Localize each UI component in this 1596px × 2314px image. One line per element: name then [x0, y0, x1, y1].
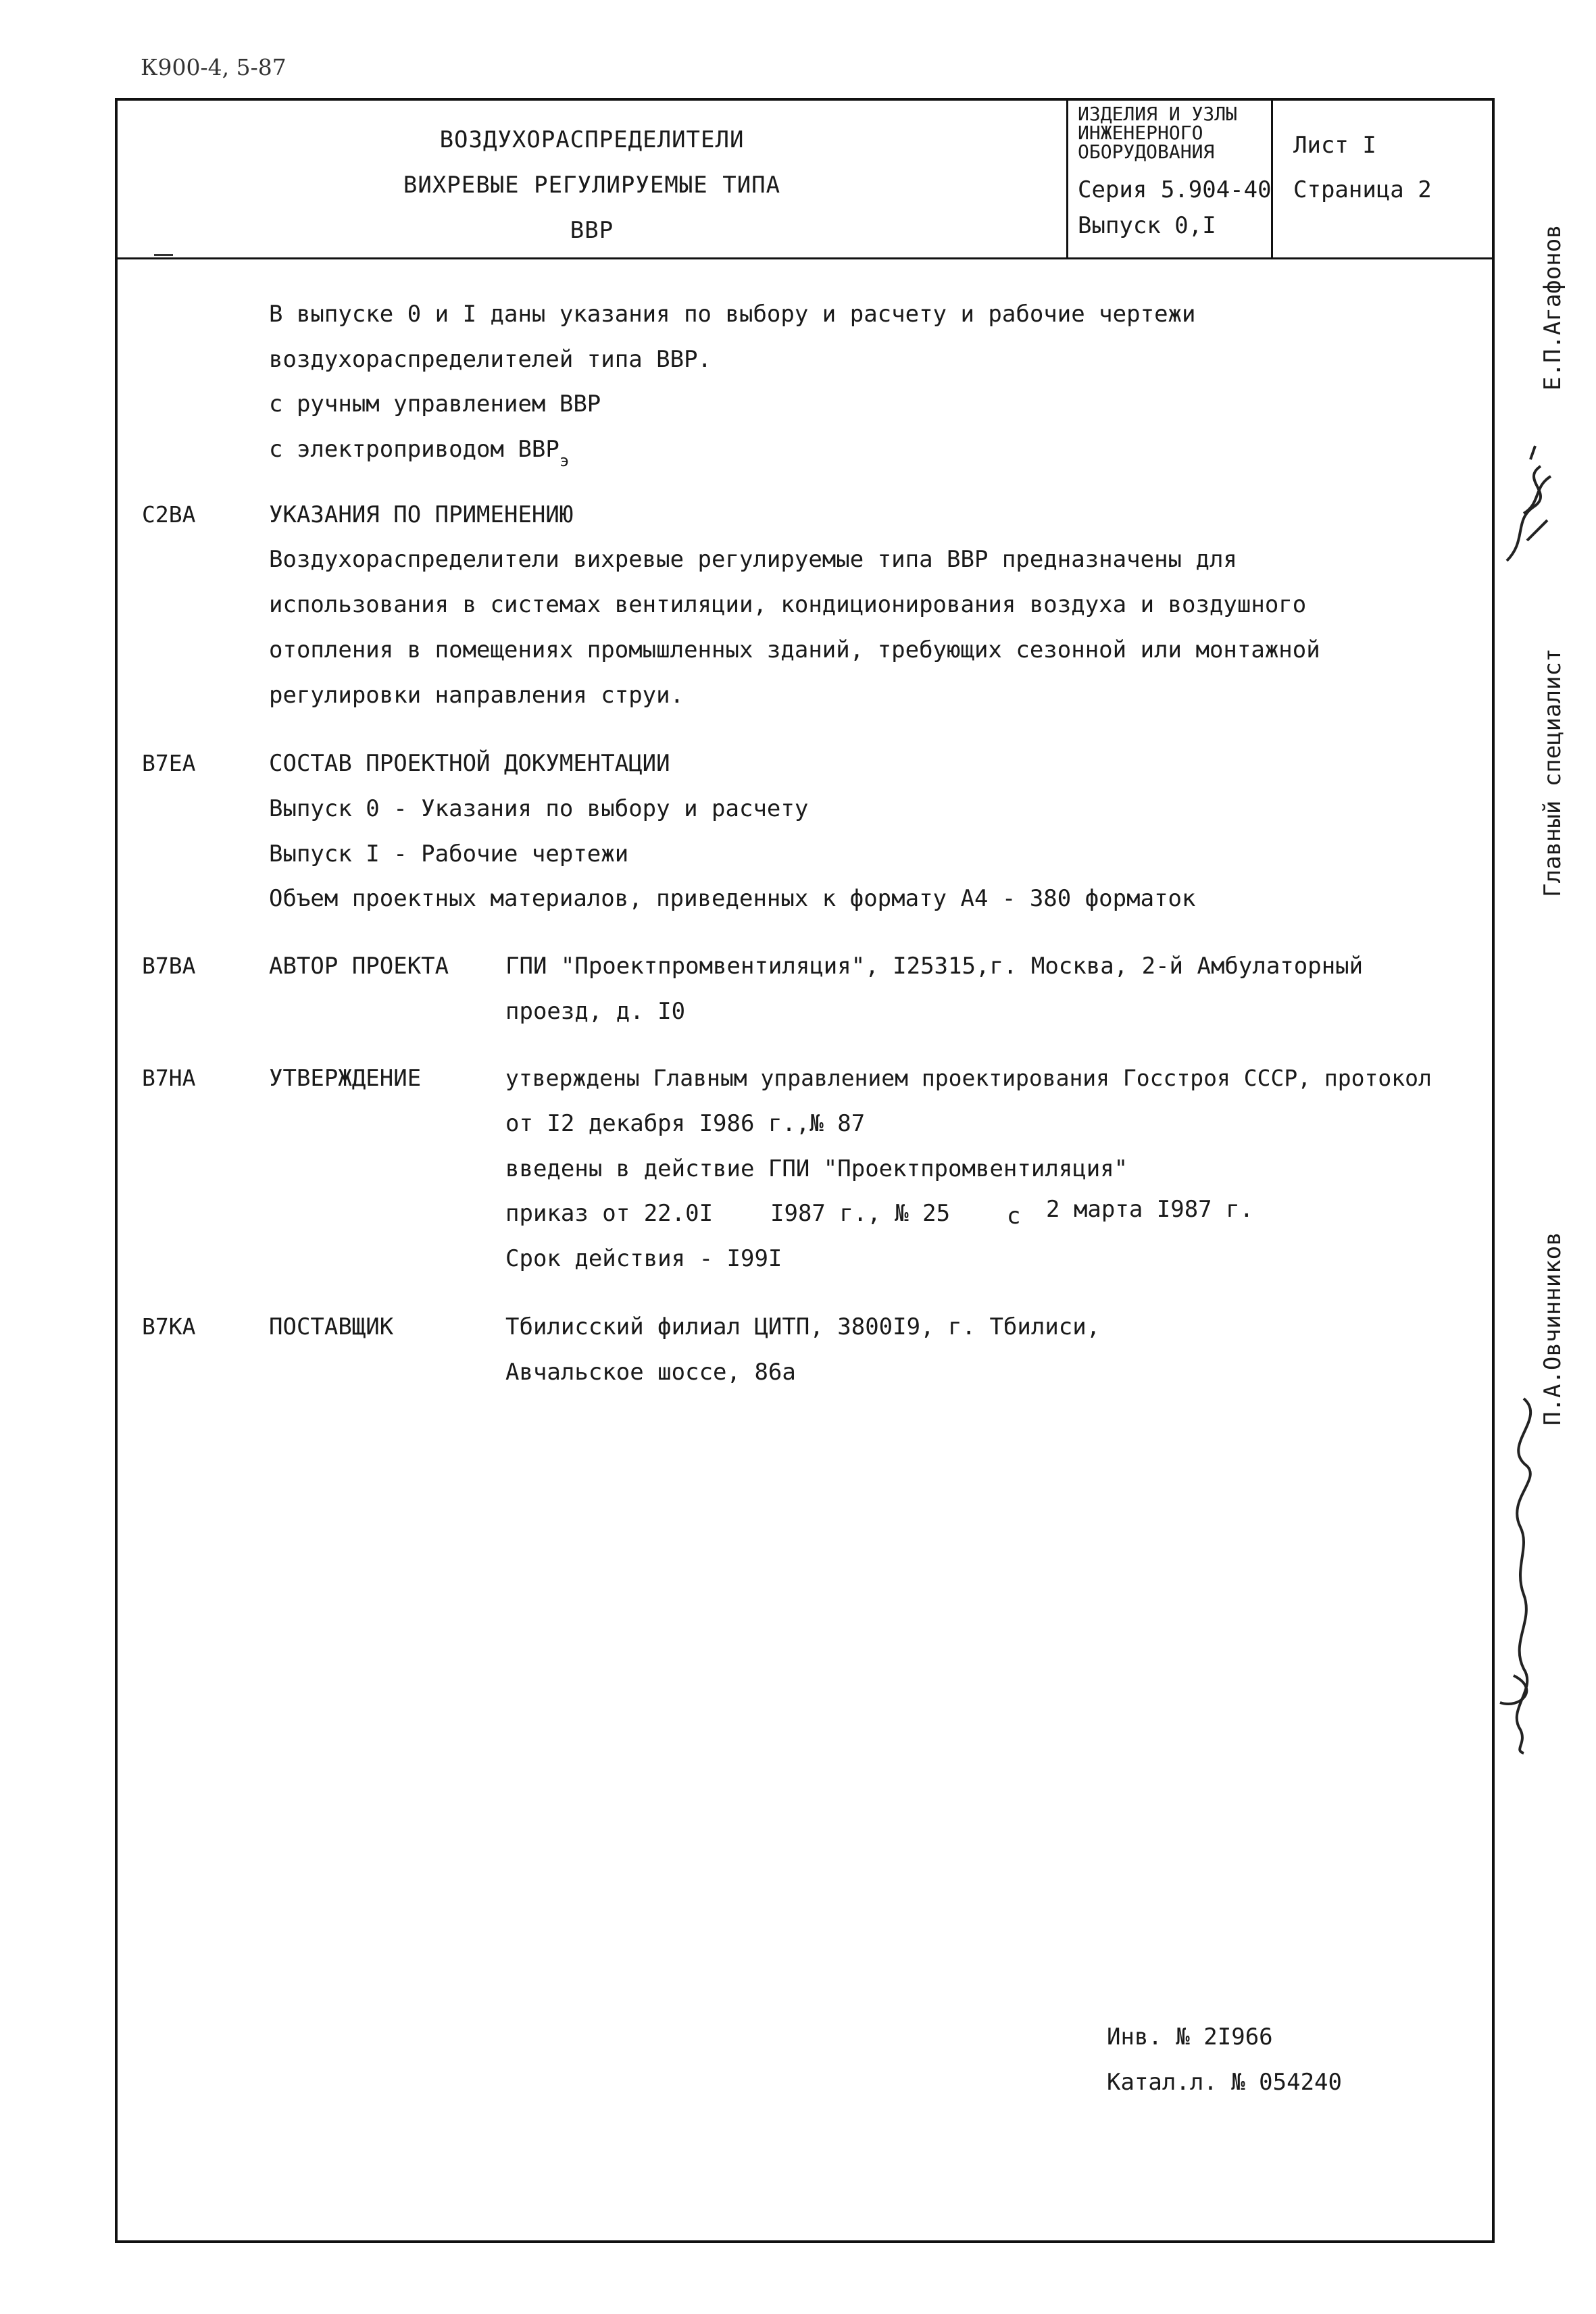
category-line-1: ИЗДЕЛИЯ И УЗЛЫ — [1078, 103, 1238, 125]
intro-line-4 — [269, 436, 570, 470]
application-line-1: Воздухораспределители вихревые регулируемые типа ВВР предназначены для — [269, 546, 1237, 573]
approval-line-1: утверждены Главным управлением проектирования Госстроя СССР, протокол — [505, 1065, 1432, 1091]
application-line-2: использования в системах вентиляции, кондиционирования воздуха и воздушного — [269, 591, 1307, 618]
composition-line-1: Выпуск 0 - Указания по выбору и расчету — [269, 795, 809, 822]
approval-validity: Срок действия - I99I — [505, 1245, 782, 1272]
label-approval: УТВЕРЖДЕНИЕ — [269, 1065, 422, 1092]
code-application: С2ВА — [142, 501, 196, 528]
issue-number: Выпуск 0,I — [1078, 212, 1216, 239]
category-line-3: ОБОРУДОВАНИЯ — [1078, 141, 1215, 163]
margin-name-1: Е.П.Агафонов — [1539, 224, 1566, 391]
margin-role: Главный специалист — [1539, 648, 1566, 897]
application-line-4: регулировки направления струи. — [269, 682, 684, 709]
intro-line-4-text: с электроприводом ВВР — [269, 436, 559, 463]
title-line-1: ВОЗДУХОРАСПРЕДЕЛИТЕЛИ — [439, 126, 745, 153]
category-line-2: ИНЖЕНЕРНОГО — [1078, 122, 1203, 144]
sheet-number: Лист I — [1293, 132, 1376, 159]
catalog-number: Катал.л. № 054240 — [1107, 2069, 1342, 2096]
signature-2-icon — [1473, 1392, 1574, 1757]
supplier-line-1: Тбилисский филиал ЦИТП, 3800I9, г. Тбилиси, — [505, 1313, 1101, 1340]
document-code: К900-4, 5-87 — [141, 54, 286, 80]
code-approval: В7НА — [142, 1065, 196, 1091]
title-line-3: ВВР — [570, 217, 614, 244]
series-number: Серия 5.904-40 — [1078, 176, 1272, 203]
heading-application: УКАЗАНИЯ ПО ПРИМЕНЕНИЮ — [269, 501, 574, 528]
title-line-2: ВИХРЕВЫЕ РЕГУЛИРУЕМЫЕ ТИПА — [403, 172, 781, 199]
label-supplier: ПОСТАВЩИК — [269, 1313, 394, 1340]
intro-line-1: В выпуске 0 и I даны указания по выбору и расчету и рабочие чертежи — [269, 301, 1196, 328]
inventory-number: Инв. № 2I966 — [1107, 2023, 1273, 2051]
code-composition: В7ЕА — [142, 750, 196, 776]
label-author: АВТОР ПРОЕКТА — [269, 953, 449, 980]
series-cell — [1068, 101, 1273, 257]
intro-line-2: воздухораспределителей типа ВВР. — [269, 346, 712, 373]
title-block — [118, 101, 1492, 259]
author-line-1: ГПИ "Проектпромвентиляция", I25315,г. Москва, 2-й Амбулаторный — [505, 953, 1364, 980]
approval-line-2: от I2 декабря I986 г.,№ 87 — [505, 1110, 866, 1137]
page-number: Страница 2 — [1293, 176, 1432, 203]
approval-date: 2 марта I987 г. — [1046, 1196, 1254, 1223]
signature-1-icon — [1487, 439, 1568, 574]
approval-from: с — [1007, 1203, 1021, 1230]
code-supplier: В7КА — [142, 1313, 196, 1340]
intro-line-3: с ручным управлением ВВР — [269, 391, 601, 418]
tick-mark — [154, 254, 173, 256]
author-line-2: проезд, д. I0 — [505, 998, 686, 1025]
approval-order: приказ от 22.0I — [505, 1200, 714, 1227]
code-author: В7ВА — [142, 953, 196, 979]
margin-name-2: П.А.Овчинников — [1539, 1232, 1566, 1426]
intro-line-4-subscript: э — [559, 451, 570, 470]
approval-line-3: введены в действие ГПИ "Проектпромвентиляция" — [505, 1155, 1128, 1182]
heading-composition: СОСТАВ ПРОЕКТНОЙ ДОКУМЕНТАЦИИ — [269, 750, 670, 777]
composition-line-2: Выпуск I - Рабочие чертежи — [269, 840, 629, 867]
application-line-3: отопления в помещениях промышленных зданий, требующих сезонной или монтажной — [269, 636, 1320, 663]
sheet-cell — [1273, 101, 1492, 257]
composition-line-3: Объем проектных материалов, приведенных к формату А4 - 380 форматок — [269, 885, 1196, 912]
title-cell — [118, 101, 1068, 257]
supplier-line-2: Авчальское шоссе, 86а — [505, 1359, 796, 1386]
approval-order-number: I987 г., № 25 — [770, 1200, 951, 1227]
